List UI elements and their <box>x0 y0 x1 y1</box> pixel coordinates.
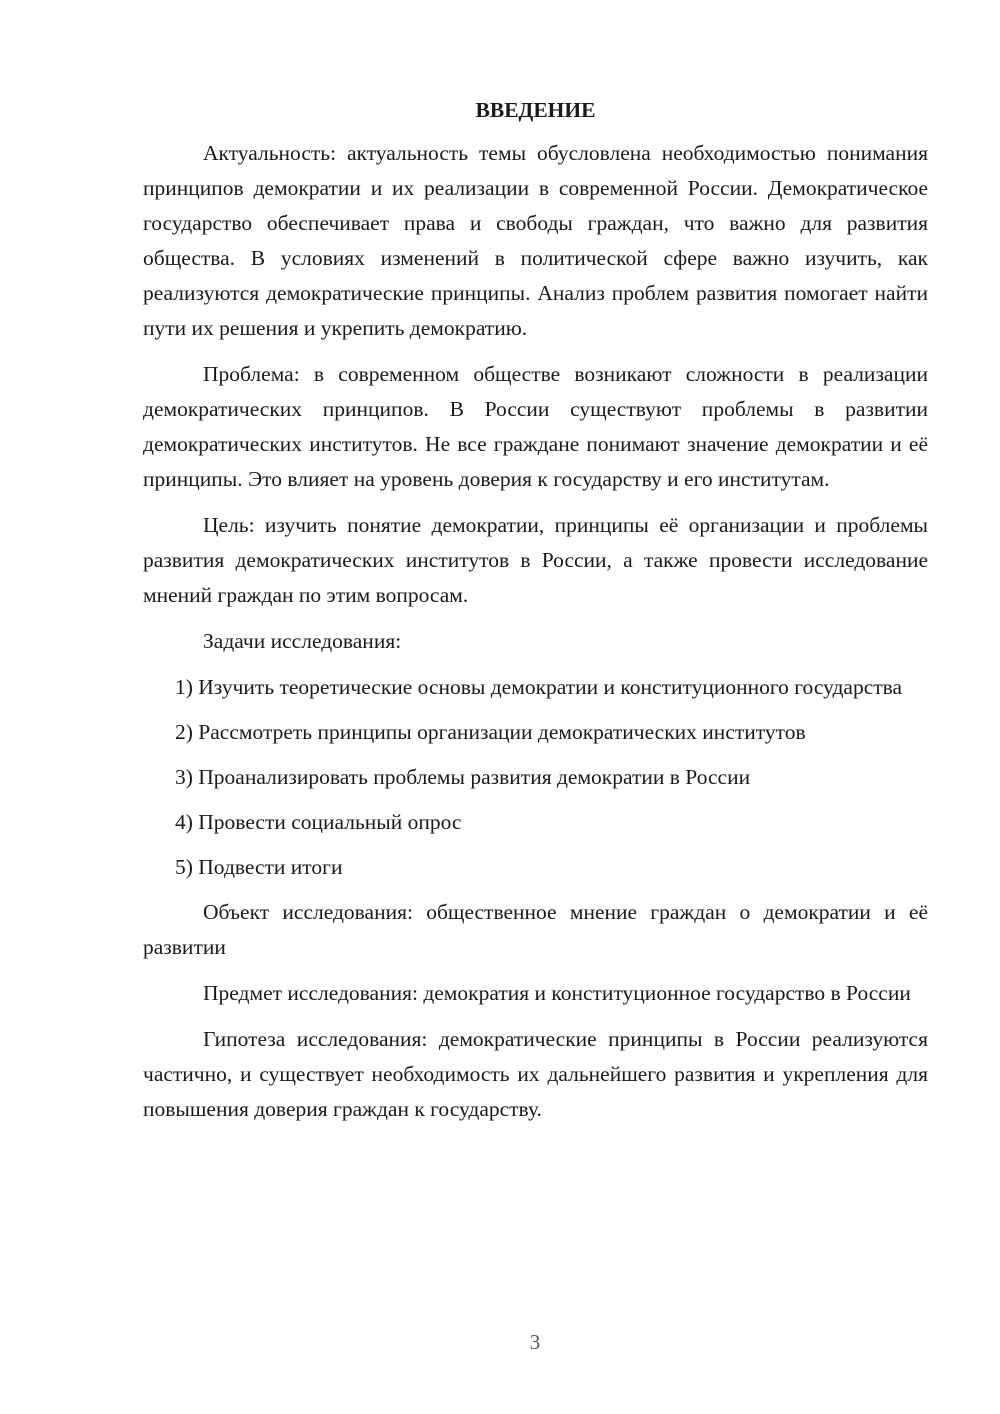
tasks-heading: Задачи исследования: <box>203 629 402 653</box>
paragraph-subject: Предмет исследования: демократия и конституционное государство в России <box>203 981 911 1005</box>
tasks-list <box>143 670 928 885</box>
paragraph-hypothesis: Гипотеза исследования: демократические принципы в России реализуются частично, и существует необходимость их дальнейшего развития и укрепления для повышения доверия граждан к государству. <box>143 1027 928 1121</box>
paragraph-goal: Цель: изучить понятие демократии, принципы её организации и проблемы развития демократических институтов в России, а также провести исследование мнений граждан по этим вопросам. <box>143 513 928 607</box>
page-title: ВВЕДЕНИЕ <box>475 98 596 122</box>
task-item: 4) Провести социальный опрос <box>175 810 462 834</box>
paragraph-relevance: Актуальность: актуальность темы обусловлена необходимостью понимания принципов демократии и их реализации в современной России. Демократическое государство обеспечивает права и свободы граждан, что важно для развития общества. В условиях изменений в политической сфере важно изучить, как реализуются демократические принципы. Анализ проблем развития помогает найти пути их решения и укрепить демократию. <box>143 141 928 340</box>
paragraph-problem: Проблема: в современном обществе возникают сложности в реализации демократических принципов. В России существуют проблемы в развитии демократических институтов. Не все граждане понимают значение демократии и её принципы. Это влияет на уровень доверия к государству и его институтам. <box>143 362 928 491</box>
task-item: 5) Подвести итоги <box>175 855 343 879</box>
task-item: 2) Рассмотреть принципы организации демократических институтов <box>175 720 806 744</box>
task-item: 3) Проанализировать проблемы развития демократии в России <box>175 765 751 789</box>
task-item: 1) Изучить теоретические основы демократии и конституционного государства <box>175 675 903 699</box>
page-number: 3 <box>529 1330 541 1354</box>
document-page <box>143 90 928 1138</box>
paragraph-object: Объект исследования: общественное мнение граждан о демократии и её развитии <box>143 900 928 959</box>
